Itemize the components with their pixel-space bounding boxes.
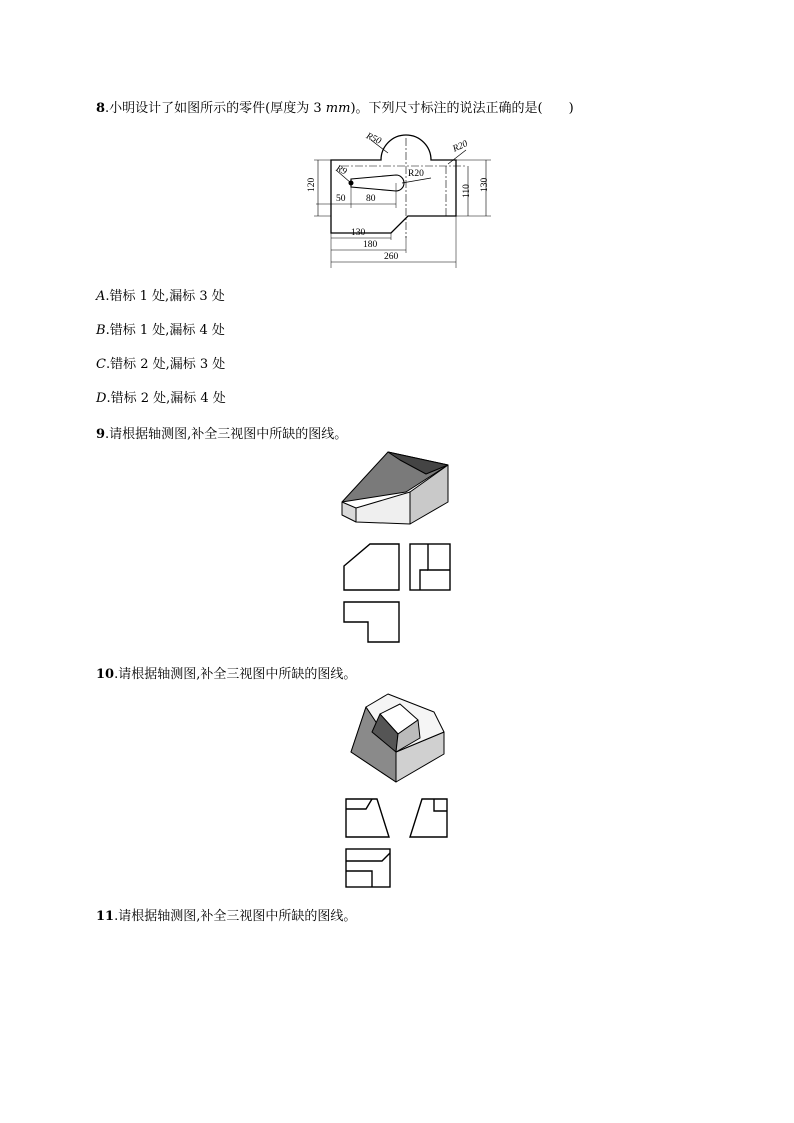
- question-text: .请根据轴测图,补全三视图中所缺的图线。: [114, 909, 357, 924]
- top-view: [344, 602, 399, 642]
- option-d[interactable]: [96, 387, 226, 406]
- option-letter: C: [96, 357, 106, 372]
- question-text: .请根据轴测图,补全三视图中所缺的图线。: [114, 667, 357, 682]
- radius-label: R9: [334, 163, 349, 178]
- q9-three-views: [340, 540, 454, 646]
- side-view: [410, 799, 447, 837]
- front-view: [346, 799, 389, 837]
- dimension-label: 80: [366, 194, 376, 204]
- option-letter: D: [96, 391, 107, 406]
- radius-label: R50: [364, 131, 383, 147]
- radius-label: R20: [451, 139, 470, 155]
- q9-isometric-view: [338, 450, 458, 530]
- option-text: .错标 2 处,漏标 4 处: [106, 391, 226, 406]
- option-text: .错标 1 处,漏标 4 处: [105, 323, 225, 338]
- option-c[interactable]: [96, 353, 225, 372]
- q10-three-views: [342, 795, 452, 891]
- top-view: [346, 849, 390, 887]
- radius-label: R20: [408, 169, 424, 179]
- question-10-stem: [96, 663, 356, 682]
- question-8-stem: [96, 97, 574, 116]
- dimension-label: 120: [307, 177, 317, 192]
- question-text-end: )。下列尺寸标注的说法正确的是( ): [350, 101, 574, 116]
- question-number: 8: [96, 101, 106, 116]
- dimension-label: 130: [351, 228, 366, 238]
- dimension-label: 110: [462, 184, 472, 198]
- option-text: .错标 1 处,漏标 3 处: [105, 289, 225, 304]
- question-text: .请根据轴测图,补全三视图中所缺的图线。: [105, 427, 348, 442]
- unit-text: mm: [325, 101, 351, 116]
- question-text: .小明设计了如图所示的零件(厚度为 3: [105, 101, 326, 116]
- option-text: .错标 2 处,漏标 3 处: [105, 357, 226, 372]
- front-view: [344, 544, 399, 590]
- option-a[interactable]: [96, 285, 225, 304]
- option-b[interactable]: [96, 319, 225, 338]
- dimension-label: 260: [384, 252, 399, 262]
- dimension-label: 50: [336, 194, 346, 204]
- option-letter: A: [96, 289, 106, 304]
- dimension-label: 130: [480, 177, 490, 192]
- q10-isometric-view: [348, 692, 448, 784]
- dimension-label: 180: [363, 240, 378, 250]
- side-view: [410, 544, 450, 590]
- question-number: 11: [96, 909, 115, 924]
- q8-part-drawing: [296, 128, 496, 268]
- question-number: 9: [96, 427, 106, 442]
- question-number: 10: [96, 667, 115, 682]
- option-letter: B: [96, 323, 106, 338]
- question-9-stem: [96, 423, 347, 442]
- question-11-stem: [96, 905, 356, 924]
